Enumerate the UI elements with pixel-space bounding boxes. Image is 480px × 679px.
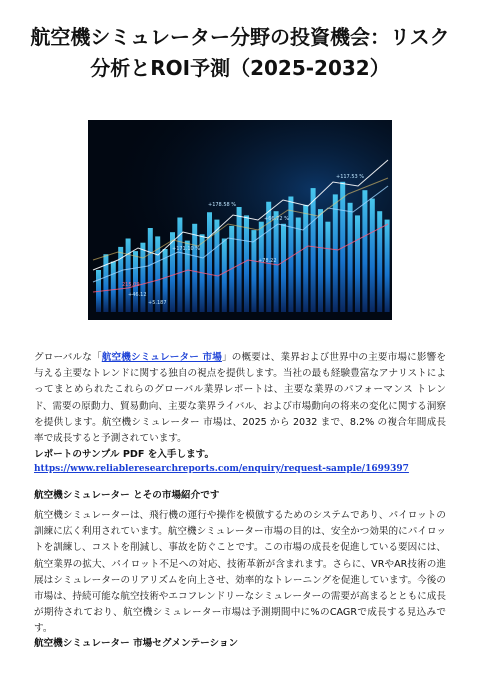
hero-chart-graphic bbox=[88, 120, 392, 320]
hero-bar bbox=[288, 197, 293, 313]
hero-bar bbox=[207, 212, 212, 312]
hero-bar bbox=[103, 254, 108, 312]
hero-label: +5.187 bbox=[148, 300, 167, 306]
market-link[interactable]: 航空機シミュレーター 市場 bbox=[101, 352, 222, 363]
page-title: 航空機シミュレーター分野の投資機会：リスク分析とROI予測（2025-2032） bbox=[30, 25, 450, 80]
hero-label: +117.53 % bbox=[336, 174, 365, 180]
hero-bar bbox=[281, 224, 286, 312]
hero-bar bbox=[362, 190, 367, 312]
hero-bar bbox=[244, 215, 249, 312]
sample-request bbox=[34, 447, 446, 477]
financial-chart-image bbox=[88, 120, 392, 320]
intro-paragraph bbox=[34, 350, 446, 447]
intro-suffix: 」の概要は、業界および世界中の主要市場に影響を与える主要なトレンドに関する独自の視点を提供します。当社の最も経験豊富なアナリストによってまとめられたこれらのグローバル業界レポートは、主要な業界のパフォーマンス トレンド、需要の原動力、貿易動向、主要な業界ライバル、および市場動向の将来の変化に関する洞察を提供します。航空機シミュレーター 市場は、2025 から 2032 まで、8.2% の複合年間成長率で成長すると予測されています。 bbox=[34, 352, 446, 445]
section-intro-paragraph: 航空機シミュレーターは、飛行機の運行や操作を模倣するためのシステムであり、パイロットの訓練に広く利用されています。航空機シミュレーター市場の目的は、安全かつ効果的にパイロットを訓練し、コストを削減し、事故を防ぐことです。この市場の成長を促進している要因には、航空業界の拡大、パイロット不足への対応、技術革新が含まれます。さらに、VRやAR技術の進展はシミュレーターのリアリズムを向上させ、効率的なトレーニングを促進しています。今後の市場は、持続可能な航空技術やエコフレンドリーなシミュレーターの需要が高まるとともに成長が期待されており、航空機シミュレーター市場は予測期間中に%のCAGRで成長する見込みです。 bbox=[34, 510, 446, 635]
hero-bar bbox=[118, 247, 123, 312]
hero-bar bbox=[348, 203, 353, 312]
hero-label: +46.12 bbox=[128, 292, 147, 298]
hero-bar bbox=[140, 243, 145, 312]
hero-bar bbox=[251, 230, 256, 312]
hero-bar bbox=[303, 205, 308, 312]
hero-bar bbox=[355, 215, 360, 312]
hero-bar bbox=[237, 207, 242, 312]
sample-url-link[interactable]: https://www.reliableresearchreports.com/enquiry/request-sample/1699397 bbox=[34, 464, 409, 474]
hero-bar bbox=[296, 218, 301, 313]
hero-bar bbox=[111, 262, 116, 312]
hero-label: +78.22 bbox=[258, 258, 277, 264]
hero-bar bbox=[126, 239, 131, 313]
hero-bar bbox=[222, 239, 227, 313]
hero-bar bbox=[333, 194, 338, 312]
hero-bar bbox=[192, 224, 197, 312]
hero-bar bbox=[325, 222, 330, 312]
hero-bar bbox=[385, 220, 390, 312]
hero-bar bbox=[370, 199, 375, 312]
hero-label: 215.09 bbox=[122, 282, 140, 288]
hero-bar bbox=[377, 211, 382, 312]
hero-label: +178.58 % bbox=[208, 202, 237, 208]
section-heading-segmentation: 航空機シミュレーター 市場セグメンテーション bbox=[34, 638, 239, 649]
hero-bar bbox=[170, 232, 175, 312]
sample-label: レポートのサンプル PDF を入手します。 bbox=[34, 449, 215, 460]
hero-bar bbox=[318, 209, 323, 312]
hero-label: +171.10 % bbox=[172, 246, 201, 252]
intro-prefix: グローバルな「 bbox=[34, 352, 102, 363]
section-heading-intro: 航空機シミュレーター とその市場紹介です bbox=[34, 490, 220, 501]
hero-bar bbox=[311, 188, 316, 312]
hero-bar bbox=[177, 218, 182, 313]
hero-label: +66.72 % bbox=[264, 216, 289, 222]
